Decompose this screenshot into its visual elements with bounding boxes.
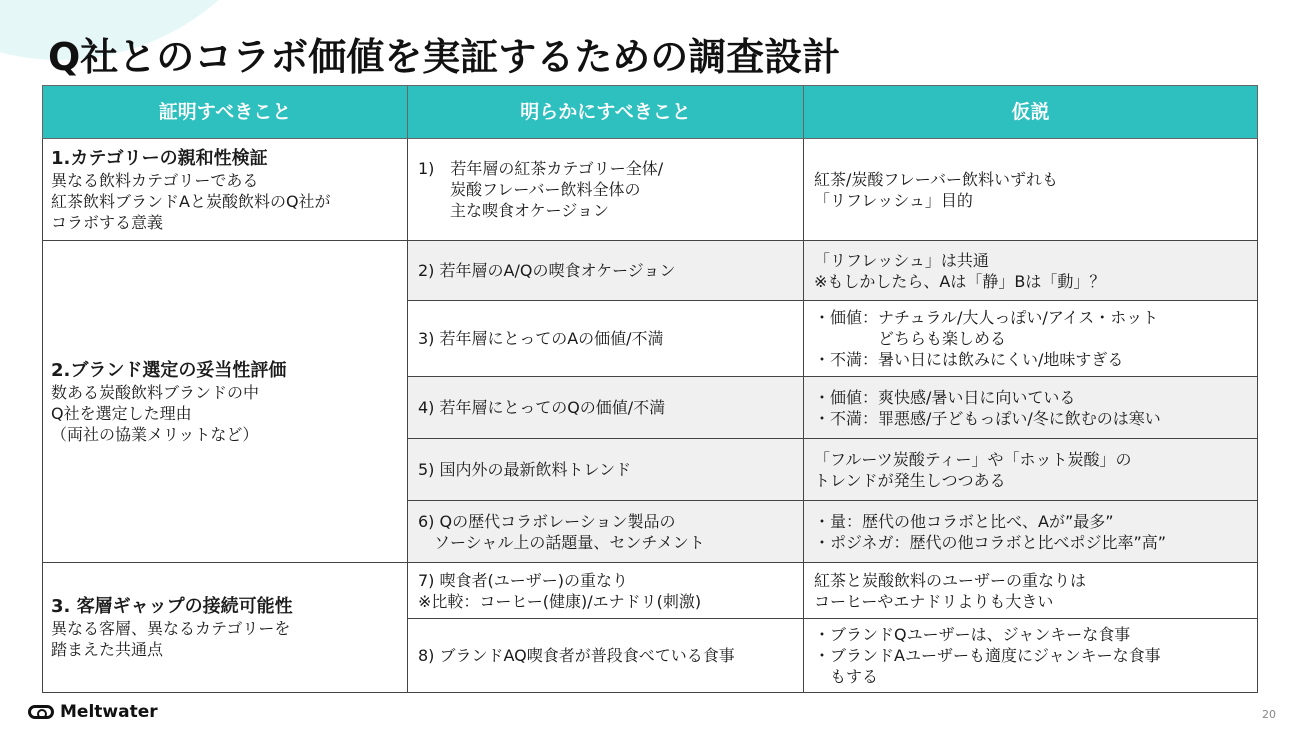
header-hypothesis: 仮説 (804, 86, 1258, 139)
hypothesis-cell: 「フルーツ炭酸ティー」や「ホット炭酸」の トレンドが発生しつつある (804, 439, 1258, 501)
clarify-cell: 3) 若年層にとってのAの価値/不満 (408, 301, 804, 377)
clarify-cell: 4) 若年層にとってのQの価値/不満 (408, 377, 804, 439)
table-row (43, 241, 1258, 301)
proof-body: 数ある炭酸飲料ブランドの中 Q社を選定した理由 （両社の協業メリットなど） (51, 382, 260, 444)
hypothesis-cell: ・価値：ナチュラル/大人っぽい/アイス・ホット どちらも楽しめる ・不満：暑い日には飲みにくい/地味すぎる (804, 301, 1258, 377)
hypothesis-cell: 紅茶と炭酸飲料のユーザーの重なりは コーヒーやエナドリよりも大きい (804, 563, 1258, 619)
page-title: Q社とのコラボ価値を実証するための調査設計 (48, 35, 841, 79)
meltwater-logo-icon (28, 705, 54, 719)
hypothesis-cell: 紅茶/炭酸フレーバー飲料いずれも 「リフレッシュ」目的 (804, 139, 1258, 241)
clarify-cell: 2) 若年層のA/Qの喫食オケージョン (408, 241, 804, 301)
clarify-cell: 8) ブランドAQ喫食者が普段食べている食事 (408, 619, 804, 693)
proof-title: 1.カテゴリーの親和性検証 (51, 147, 268, 169)
proof-cell-3 (43, 563, 408, 693)
proof-body: 異なる飲料カテゴリーである 紅茶飲料ブランドAと炭酸飲料のQ社が コラボする意義 (51, 170, 331, 232)
header-clarify: 明らかにすべきこと (408, 86, 804, 139)
clarify-cell: 7) 喫食者(ユーザー)の重なり ※比較：コーヒー(健康)/エナドリ(刺激) (408, 563, 804, 619)
hypothesis-cell: ・量：歴代の他コラボと比べ、Aが”最多” ・ポジネガ：歴代の他コラボと比べポジ比率”高” (804, 501, 1258, 563)
logo-text: Meltwater (60, 702, 158, 722)
header-proof: 証明すべきこと (43, 86, 408, 139)
clarify-cell: 1) 若年層の紅茶カテゴリー全体/ 炭酸フレーバー飲料全体の 主な喫食オケージョン (408, 139, 804, 241)
proof-cell-2 (43, 241, 408, 563)
table-row (43, 139, 1258, 241)
table-row (43, 563, 1258, 619)
research-design-table (42, 85, 1258, 693)
proof-cell-1 (43, 139, 408, 241)
table-header-row (43, 86, 1258, 139)
clarify-cell: 5) 国内外の最新飲料トレンド (408, 439, 804, 501)
hypothesis-cell: ・価値：爽快感/暑い日に向いている ・不満：罪悪感/子どもっぽい/冬に飲むのは寒い (804, 377, 1258, 439)
proof-title: 2.ブランド選定の妥当性評価 (51, 359, 287, 381)
proof-title: 3. 客層ギャップの接続可能性 (51, 596, 293, 617)
hypothesis-cell: ・ブランドQユーザーは、ジャンキーな食事 ・ブランドAユーザーも適度にジャンキーな食事 もする (804, 619, 1258, 693)
clarify-cell: 6) Qの歴代コラボレーション製品の ソーシャル上の話題量、センチメント (408, 501, 804, 563)
hypothesis-cell: 「リフレッシュ」は共通 ※もしかしたら、Aは「静」Bは「動」？ (804, 241, 1258, 301)
page-number: 20 (1262, 708, 1276, 721)
meltwater-logo (28, 702, 158, 722)
proof-body: 異なる客層、異なるカテゴリーを 踏まえた共通点 (51, 619, 291, 659)
